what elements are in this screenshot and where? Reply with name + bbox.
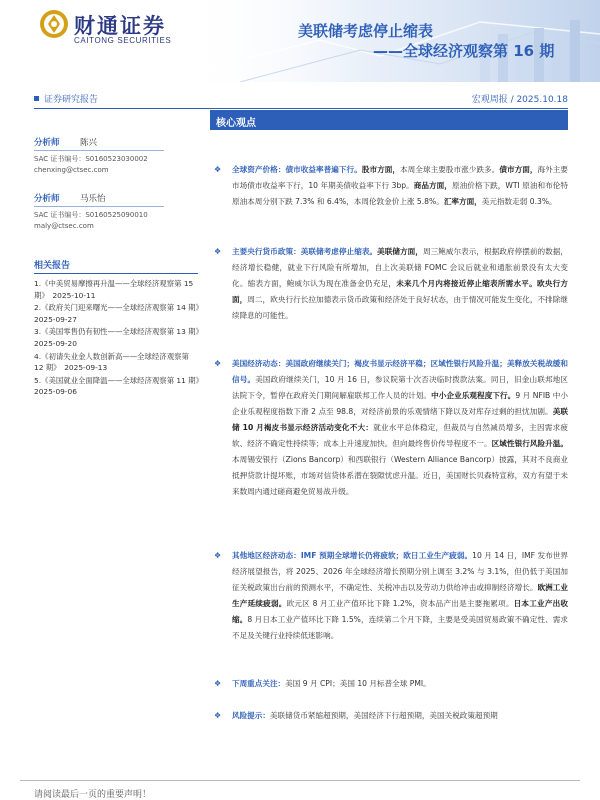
section-body-text: 10 月 14 日，IMF 发布世界经济展望报告，将 2025、2026 年全球经济增长预期分别上调至 3.2% 与 3.1%，但仍低于美国加征关税政策出台前的预测水平，不确定性、关税冲击以及劳动力供给冲击或抑制经济增长。 bbox=[232, 551, 569, 592]
core-views bbox=[210, 110, 569, 720]
analyst-role: 分析师 bbox=[34, 138, 60, 148]
section-body-text: 海外主要市场债市收益率下行，10 年期美债收益率下行 3bp。 bbox=[232, 165, 569, 190]
section-body-text: 美联储货币紧缩超预期，美国经济下行超预期，美国关税政策超预期 bbox=[269, 711, 498, 720]
section-text bbox=[232, 244, 568, 324]
section-emphasis: 美联储 10 月褐皮书显示经济活动变化不大： bbox=[232, 407, 568, 432]
section-headline: 主要央行货币政策：美联储考虑停止缩表。 bbox=[232, 247, 378, 256]
section-emphasis: 债市方面， bbox=[499, 165, 538, 174]
diamond-bullet-icon: ❖ bbox=[214, 551, 222, 560]
section-emphasis: 欧洲工业生产延续疲弱。 bbox=[232, 583, 569, 608]
section-emphasis: 汇率方面， bbox=[443, 197, 482, 206]
section-body-text: 9 月 NFIB 中小企业乐观程度指数下滑 2 点至 98.8，对经济前景的乐观情绪下降以及对库存过剩的担忧加剧。 bbox=[232, 391, 568, 416]
analyst-email[interactable]: chenxing@ctsec.com bbox=[34, 166, 109, 174]
section-body-text: 欧元区 8 月工业产值环比下降 1.2%，资本品产出是主要拖累项。 bbox=[286, 599, 514, 608]
section-body-text: 就业水平总体稳定，但裁员与自然减员增多，主因需求疲软、经济不确定性持续等；成本上升速度加快。但向最终售价传导程度不一。 bbox=[232, 423, 568, 448]
report-meta: 宏观周报 / 2025.10.18 bbox=[471, 95, 568, 105]
section-body-text: 本周全球主要股市涨少跌多。 bbox=[400, 165, 500, 174]
section-emphasis: 区域性银行风险升温。 bbox=[491, 439, 569, 448]
analyst-name: 陈兴 bbox=[80, 138, 98, 148]
section-emphasis: 股市方面， bbox=[361, 165, 401, 174]
section-emphasis: 未来几个月内将接近停止缩表所需水平。 bbox=[396, 279, 537, 288]
page-header bbox=[0, 0, 600, 82]
analyst-name: 马乐怡 bbox=[80, 194, 106, 204]
section-headline: 美国经济动态：美国政府继续关门；褐皮书显示经济平稳；区域性银行风险升温；美释放关税战缓和信号。 bbox=[232, 359, 568, 384]
section-headline: 其他地区经济动态：IMF 预期全球增长仍将疲软；欧日工业生产疲弱。 bbox=[232, 551, 473, 560]
header-divider bbox=[34, 108, 568, 109]
report-subtitle: ——全球经济观察第 16 期 bbox=[373, 42, 555, 60]
sidebar bbox=[34, 136, 207, 399]
analyst-card bbox=[34, 192, 204, 232]
analyst-cert: SAC 证书编号：S0160523030002 bbox=[34, 155, 148, 163]
analyst-divider bbox=[34, 150, 164, 151]
section-emphasis: 中小企业乐观程度下行。 bbox=[431, 391, 516, 400]
section-headline: 下周重点关注： bbox=[232, 679, 286, 688]
section-emphasis: 商品方面， bbox=[413, 181, 452, 190]
section-other-regions bbox=[210, 548, 568, 644]
diamond-bullet-icon: ❖ bbox=[214, 711, 222, 720]
diamond-bullet-icon: ❖ bbox=[214, 247, 222, 256]
section-text bbox=[232, 548, 568, 644]
analyst-divider bbox=[34, 206, 164, 207]
section-text bbox=[232, 708, 568, 724]
analyst-role: 分析师 bbox=[34, 194, 60, 204]
logo-english: CAITONG SECURITIES bbox=[74, 36, 172, 45]
disclaimer-notice: 请阅读最后一页的重要声明！ bbox=[34, 790, 152, 800]
square-bullet-icon bbox=[34, 96, 39, 101]
report-title: 美联储考虑停止缩表 bbox=[298, 22, 434, 40]
section-central-banks bbox=[210, 244, 568, 324]
diamond-bullet-icon: ❖ bbox=[214, 679, 222, 688]
related-report-link[interactable]: 5.《美国就业全面降温——全球经济观察第 11 期》 2025-09-06 bbox=[34, 375, 207, 397]
related-reports-heading: 相关报告 bbox=[34, 258, 198, 274]
section-body-text: 美国 9 月 CPI；美国 10 月标普全球 PMI。 bbox=[285, 679, 431, 688]
section-emphasis: 美联储方面， bbox=[377, 247, 423, 256]
section-body-text: 美元指数走弱 0.3%。 bbox=[481, 197, 557, 206]
section-risk bbox=[210, 708, 568, 724]
section-asset-prices bbox=[210, 162, 568, 210]
report-info-bar bbox=[34, 92, 568, 106]
analyst-cert: SAC 证书编号：S0160525090010 bbox=[34, 211, 148, 219]
report-type-label: 证券研究报告 bbox=[44, 95, 99, 105]
section-body-text: 美国政府继续关门，10 月 16 日，参议院第十次否决临时拨款法案。同日，旧金山联邦地区法院下令，暂停在政府关门期间解雇联邦工作人员的计划。 bbox=[232, 375, 568, 400]
analyst-email[interactable]: maly@ctsec.com bbox=[34, 222, 94, 230]
related-report-link[interactable]: 2.《政府关门迎来曙光——全球经济观察第 14 期》 2025-09-27 bbox=[34, 303, 207, 324]
section-body-text: 8 月日本工业产值环比下降 1.5%，连续第二个月下降，主要是受美国贸易政策不确定性、需求不足及关键行业持续低迷影响。 bbox=[232, 615, 569, 640]
section-body-text: 周三鲍威尔表示，根据政府停摆前的数据，经济增长稳健，就业下行风险有所增加，自上次美联储 FOMC 会议后就业和通胀前景没有太大变化。缩表方面，鲍威尔认为现在准备金仍充足， bbox=[232, 247, 569, 288]
section-text bbox=[232, 676, 568, 692]
diamond-bullet-icon: ❖ bbox=[214, 165, 222, 174]
section-emphasis: 欧央行方面， bbox=[232, 279, 569, 304]
logo-chinese: 财通证券 bbox=[74, 14, 166, 38]
company-logo bbox=[38, 8, 188, 48]
related-report-link[interactable]: 1.《中美贸易摩擦再升温——全球经济观察第 15 期》 2025-10-11 bbox=[34, 279, 194, 300]
core-views-heading: 核心观点 bbox=[210, 110, 568, 130]
related-reports-list bbox=[34, 278, 207, 398]
section-next-week bbox=[210, 676, 568, 692]
section-us-economy bbox=[210, 356, 568, 500]
report-type bbox=[34, 92, 98, 105]
section-text bbox=[232, 162, 568, 210]
section-headline: 全球资产价格：债市收益率普遍下行。 bbox=[232, 165, 362, 174]
footer-divider bbox=[20, 780, 580, 781]
diamond-bullet-icon: ❖ bbox=[214, 359, 222, 368]
section-body-text: 原油价格下跌，WTI 原油和布伦特原油本周分别下跌 7.3% 和 6.4%，本周伦敦金价上涨 5.8%。 bbox=[232, 181, 568, 206]
section-body-text: 本周锡安银行（Zions Bancorp）和西联银行（Western Alliance Bancorp）披露，其对不良商业抵押贷款计提坏账，市场对信贷体系潜在裂隙忧虑升温。近日，美国财长贝森特宣称，双方有望于未来数周内通过磋商避免贸易战升级。 bbox=[232, 455, 568, 496]
logo-mark-icon bbox=[38, 8, 70, 40]
section-emphasis: 日本工业产出收缩。 bbox=[232, 599, 569, 624]
section-text bbox=[232, 356, 568, 500]
section-headline: 风险提示： bbox=[232, 711, 270, 720]
analyst-card bbox=[34, 136, 204, 176]
section-body-text: 周二，欧央行行长拉加德表示货币政策和经济处于良好状态，由于情况可能发生变化，不排除继续降息的可能性。 bbox=[232, 295, 569, 320]
related-report-link[interactable]: 3.《美国零售仍有韧性——全球经济观察第 13 期》 2025-09-20 bbox=[34, 327, 207, 348]
related-report-link[interactable]: 4.《初请失业金人数创新高——全球经济观察第 12 期》 2025-09-13 bbox=[34, 351, 189, 373]
